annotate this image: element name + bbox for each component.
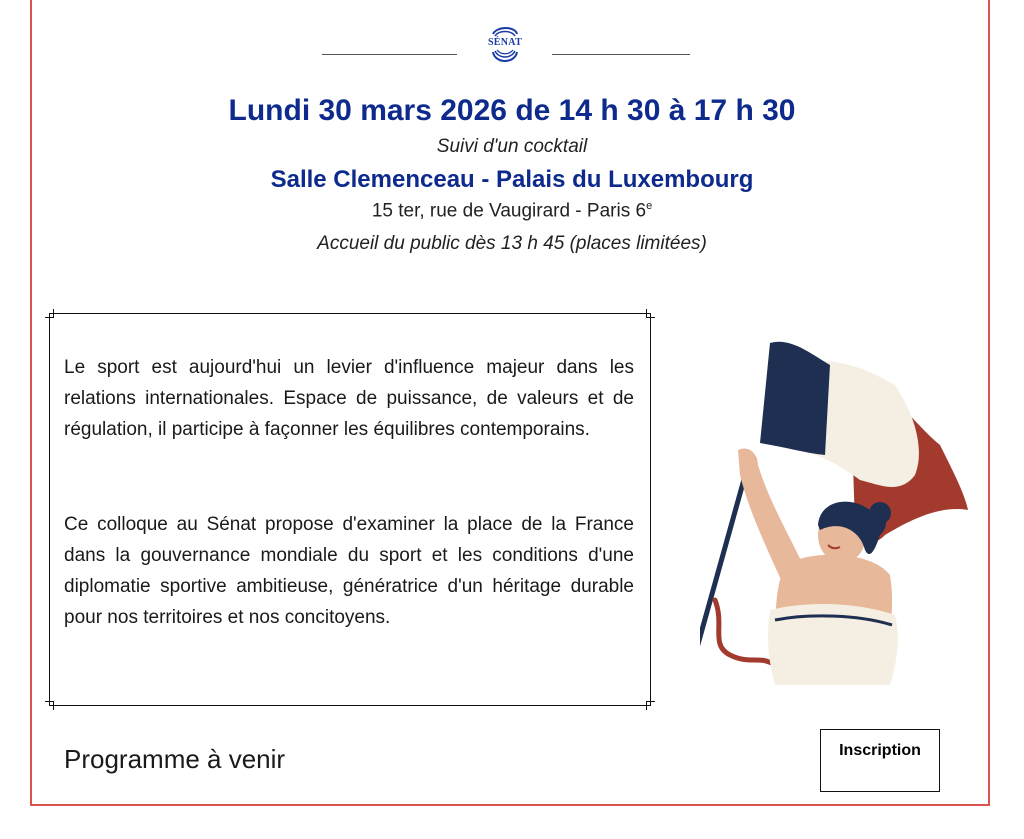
header-rule-left [322,54,457,55]
event-subtitle: Suivi d'un cocktail [436,136,588,157]
event-welcome: Accueil du public dès 13 h 45 (places limitées) [317,233,707,254]
event-address [0,200,1024,222]
description-paragraph-1: Le sport est aujourd'hui un levier d'influence majeur dans les relations internationales. Espace de puissance, de valeurs et de régulation, il participe à façonner les équilibres contemporains. [64,357,634,440]
inscription-button[interactable]: Inscription [820,729,940,792]
senat-logo [481,24,529,68]
marianne-flag-icon [700,335,980,695]
programme-status: Programme à venir [64,744,286,774]
description-paragraph-2: Ce colloque au Sénat propose d'examiner la place de la France dans la gouvernance mondiale du sport et les conditions d'une diplomatie sportive ambitieuse, génératrice d'un héritage durable pour nos territoires et nos concitoyens. [64,514,634,628]
event-address-text: 15 ter, rue de Vaugirard - Paris 6 [371,200,647,222]
marianne-flag-illustration [700,335,980,695]
header-rule-right [552,54,690,55]
event-date-time: Lundi 30 mars 2026 de 14 h 30 à 17 h 30 [228,94,796,127]
event-venue: Salle Clemenceau - Palais du Luxembourg [270,166,754,193]
event-address-sup: e [646,200,653,212]
description-box [49,313,651,706]
senat-logo-text: SÉNAT [487,37,523,48]
